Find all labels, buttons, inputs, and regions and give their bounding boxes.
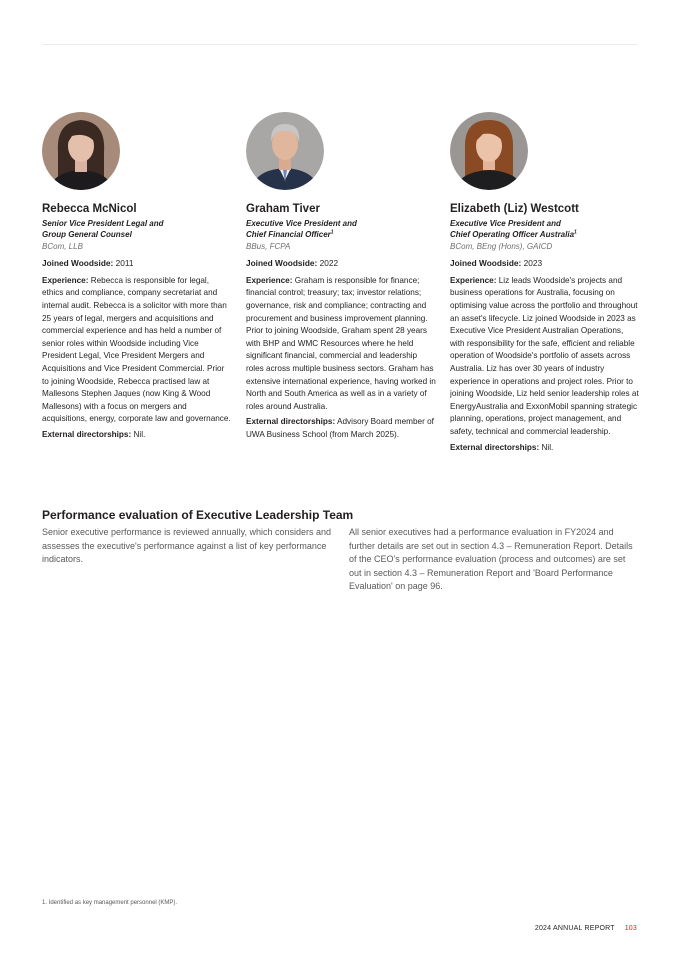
footnote: 1. Identified as key management personnel (KMP). (42, 900, 178, 906)
person-role: Senior Vice President Legal and Group General Counsel (42, 219, 164, 240)
person-qualifications: BBus, FCPA (246, 241, 291, 251)
profile-elizabeth-westcott (450, 112, 640, 454)
person-name: Rebecca McNicol (42, 203, 137, 215)
external-directorships: External directorships: Nil. (42, 430, 146, 440)
person-name: Graham Tiver (246, 203, 320, 215)
footnote-marker: 1 (574, 229, 577, 236)
experience-text: Experience: Graham is responsible for finance; financial control; treasury; tax; investor relations; governance, risk and compliance; contracting and procurement and business improvement planning. Prior to joining Woodside, Graham spent 28 years with BHP and WMC Resources where he held significant financial, commercial and leadership roles across multiple business sectors. Graham has extensive international experience, having worked in North and South America as well as in a variety of roles around Australia. (246, 275, 436, 411)
experience-text: Experience: Rebecca is responsible for legal, ethics and compliance, company secretariat and internal audit. Rebecca is a solicitor with more than 25 years of legal, mergers and acquisitions and commercial experience and has held a number of senior roles within Woodside including Vice President Legal, Vice President Mergers and Acquisitions and Vice President Commercial. Prior to joining Woodside, Rebecca practised law at Mallesons Stephen Jaques (now King & Wood Mallesons) with a focus on mergers and acquisitions, energy, corporate law and governance. (42, 275, 231, 424)
section-body-left: Senior executive performance is reviewed annually, which considers and assesses the executive's performance against a list of key performance indicators. (42, 527, 331, 564)
person-name: Elizabeth (Liz) Westcott (450, 203, 579, 215)
section-title: Performance evaluation of Executive Leadership Team (42, 508, 354, 522)
portrait-photo (450, 112, 528, 190)
external-directorships: External directorships: Nil. (450, 442, 554, 452)
person-qualifications: BCom, BEng (Hons), GAICD (450, 241, 553, 251)
joined-woodside: Joined Woodside: 2011 (42, 257, 134, 268)
person-role: Executive Vice President and Chief Financial Officer$^1$ (246, 219, 357, 240)
page-footer (535, 924, 637, 933)
experience-text: Experience: Liz leads Woodside's projects and business operations for Australia, focusing on optimising value across the portfolio and throughout an asset's lifecycle. Liz joined Woodside in 2023 as Executive Vice President Australian Operations, with responsibility for the safe, efficient and reliable operation of Woodside's portfolio of assets across Australia. Liz has over 30 years of industry experience in operations and project roles. Prior to joining Woodside, Liz held senior leadership roles at EnergyAustralia and ExxonMobil spanning strategic planning, operations, project management, and safety, technical and commercial leadership. (450, 275, 639, 437)
external-directorships: External directorships: Advisory Board member of UWA Business School (from March 2025). (246, 417, 434, 440)
portrait-photo (42, 112, 120, 190)
profile-graham-tiver (246, 112, 436, 442)
joined-woodside: Joined Woodside: 2023 (450, 257, 543, 268)
joined-woodside: Joined Woodside: 2022 (246, 257, 339, 268)
portrait-photo (246, 112, 324, 190)
person-qualifications: BCom, LLB (42, 241, 83, 251)
top-rule (42, 44, 637, 45)
person-role: Executive Vice President and Chief Operating Officer Australia$^1$ (450, 219, 577, 240)
page-number: 103 (624, 925, 637, 932)
section-body-right: All senior executives had a performance evaluation in FY2024 and further details are set out in section 4.3 – Remuneration Report. Details of the CEO's performance evaluation (process and outcomes) are set out in section 4.3 – Remuneration Report and 'Board Performance Evaluation' on page 96. (349, 527, 633, 591)
report-label: 2024 ANNUAL REPORT (534, 925, 615, 932)
profile-rebecca-mcnicol (42, 112, 232, 442)
footnote-marker: 1 (330, 229, 334, 236)
